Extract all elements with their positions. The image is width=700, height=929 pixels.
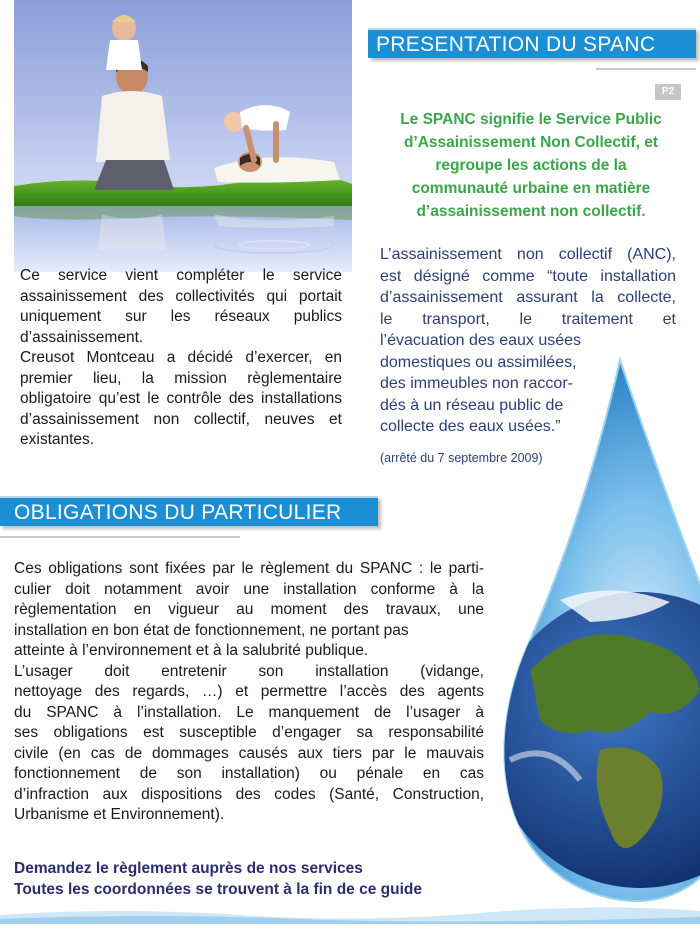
obligations-line: d’infraction aux dispositions des codes (Santé, Construction, [14, 785, 484, 803]
definition-line: l’évacuation des eaux usées [380, 332, 582, 349]
obligations-line: fonctionnement de son installation) ou pénale en cas [14, 765, 484, 782]
anc-definition [380, 244, 676, 438]
obligations-line: Urbanisme et Environnement). [14, 806, 225, 823]
obligations-line: Ces obligations sont fixées par le règlement du SPANC : le parti- [14, 560, 484, 577]
obligations-line: atteinte à l’environnement et à la salubrité publique. [14, 642, 369, 659]
spanc-intro [370, 108, 692, 223]
definition-line: est désigné comme “toute installation [380, 267, 676, 285]
definition-line: d’assainissement assurant la collecte, [380, 289, 676, 306]
definition-line: des immeubles non raccor- [380, 375, 573, 392]
call-to-action [14, 858, 422, 900]
obligations-line: civile (en cas de dommages causés aux tiers par le mauvais [14, 744, 484, 762]
obligations-line: règlementation en vigueur au moment des travaux, une [14, 601, 484, 618]
obligations-line: du SPANC à l’installation. Le manquement de l’usager à [14, 703, 484, 721]
intro-line: regroupe les actions de la [435, 157, 627, 174]
intro-line: Le SPANC signifie le Service Public [400, 111, 662, 128]
section-title-presentation: PRESENTATION DU SPANC [368, 28, 696, 58]
obligations-text [14, 559, 484, 826]
definition-line: L’assainissement non collectif (ANC), [380, 246, 676, 263]
definition-line: domestiques ou assimilées, [380, 353, 577, 371]
obligations-line: L’usager doit entretenir son installation (vidange, [14, 662, 484, 680]
service-paragraph: Ce service vient compléter le service assainissement des collectivités qui portait uniquement sur les réseaux publics d’assainissement. [20, 267, 342, 346]
definition-line: dés à un réseau public de [380, 396, 564, 414]
page-number-badge: P2 [655, 84, 681, 100]
anc-reference: (arrêté du 7 septembre 2009) [380, 451, 543, 465]
title-underline [0, 536, 240, 538]
title-underline [596, 68, 696, 70]
intro-line: d’assainissement non collectif. [416, 203, 646, 220]
obligations-line: installation en bon état de fonctionnement, ne portant pas [14, 621, 409, 639]
definition-line: collecte des eaux usées.” [380, 418, 561, 435]
intro-line: communauté urbaine en matière [411, 180, 651, 197]
obligations-line: culier doit notamment avoir une installation conforme à la [14, 580, 484, 598]
intro-line: d’Assainissement Non Collectif, et [403, 134, 659, 151]
family-photo [14, 0, 352, 272]
definition-line: le transport, le traitement et [380, 310, 676, 328]
cta-line-contacts: Toutes les coordonnées se trouvent à la fin de ce guide [14, 881, 422, 898]
bottom-wave-band [0, 905, 700, 924]
obligations-line: nettoyage des regards, …) et permettre l’accès des agents [14, 683, 484, 700]
service-description [20, 266, 342, 451]
cta-line-regulation: Demandez le règlement auprès de nos services [14, 860, 363, 877]
service-paragraph: Creusot Montceau a décidé d’exercer, en premier lieu, la mission règlementaire obligatoire qu’est le contrôle des installations d’assainissement non collectif, neuves et existantes. [20, 349, 342, 448]
obligations-line: ses obligations est susceptible d’engager sa responsabilité [14, 724, 484, 741]
section-title-obligations: OBLIGATIONS DU PARTICULIER [0, 496, 378, 526]
